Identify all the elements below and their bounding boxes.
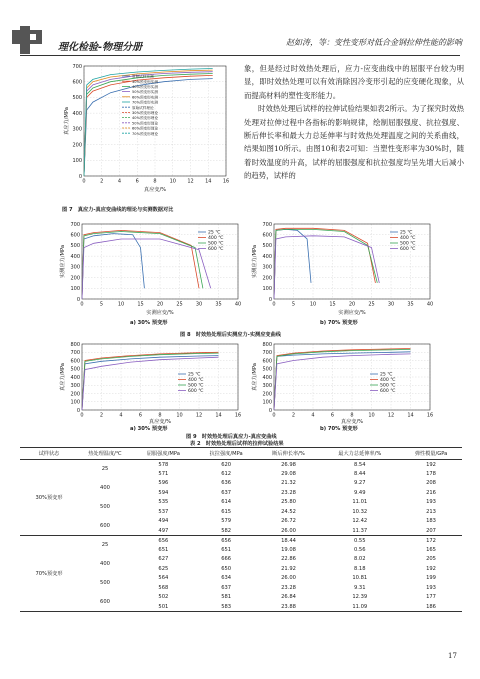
x-tick-label: 6 xyxy=(138,412,143,419)
table-cell: 178 xyxy=(426,470,436,477)
table-cell: 650 xyxy=(221,565,232,572)
table-header-cell: 弹性模量/GPa xyxy=(400,448,462,460)
x-tick-label: 0 xyxy=(80,412,84,419)
x-tick-label: 30 xyxy=(195,301,203,308)
table-cell: 656 xyxy=(158,537,169,544)
y-tick-label: 500 xyxy=(262,366,272,373)
x-axis-label: 真应变/% xyxy=(340,419,364,424)
y-tick-label: 700 xyxy=(262,350,272,357)
table-header-cell: 试样状态 xyxy=(20,448,78,460)
table-cell: 26.72 xyxy=(281,518,296,525)
y-tick-label: 600 xyxy=(262,358,272,365)
legend-label: 400 ℃ xyxy=(400,236,416,242)
table-cell: 25.80 xyxy=(281,499,296,506)
table-cell: 620 xyxy=(221,461,232,468)
table-cell: 26.00 xyxy=(258,526,320,536)
legend-label: 60%预变形实测 xyxy=(132,95,158,100)
y-tick-label: 100 xyxy=(262,286,272,293)
table-cell: 9.49 xyxy=(353,489,366,496)
y-tick-label: 800 xyxy=(262,341,272,348)
y-tick-label: 700 xyxy=(70,350,80,357)
table-cell: 165 xyxy=(426,546,436,553)
x-tick-label: 40 xyxy=(234,301,242,308)
x-tick-label: 4 xyxy=(311,412,315,419)
table-cell: 666 xyxy=(221,556,232,563)
legend-label: 400 ℃ xyxy=(208,236,224,242)
table-cell: 614 xyxy=(221,499,232,506)
table-cell: 9.27 xyxy=(353,480,366,487)
series-line xyxy=(82,234,144,299)
x-tick-label: 6 xyxy=(135,178,139,185)
y-tick-label: 100 xyxy=(72,158,82,165)
y-tick-label: 200 xyxy=(70,391,80,398)
y-tick-label: 800 xyxy=(70,341,80,348)
table-row xyxy=(20,460,462,470)
x-tick-label: 10 xyxy=(309,301,317,308)
figure-7-caption: 图 7 真应力-真应变曲线的理论与实测数据对比 xyxy=(62,207,174,213)
journal-logo-mark xyxy=(12,26,42,54)
body-paragraph: 时效热处理后试样的拉伸试验结果如表2所示。为了探究时效热处理对拉伸过程中各指标的影响规律，绘制屈服强度、抗拉强度、断后伸长率和最大力总延伸率与时效热处理温度之间的关系曲线，结果如图10所示。由图10和表2可知：当塑性变形率为30%时，随着时效温度的升高，试样的屈服强度和抗拉强度均呈先增大后减小的趋势，试样的 xyxy=(244,104,464,181)
table-cell: 193 xyxy=(426,499,436,506)
table-cell-temp: 400 xyxy=(100,485,110,491)
figure-9a-subcaption: a) 30% 预变形 xyxy=(130,426,168,432)
legend-label: 500 ℃ xyxy=(208,241,224,247)
x-tick-label: 8 xyxy=(350,412,354,419)
y-tick-label: 600 xyxy=(262,232,272,239)
table-cell: 23.28 xyxy=(281,489,296,496)
table-row xyxy=(20,574,462,584)
y-tick-label: 200 xyxy=(262,275,272,282)
table-cell: 583 xyxy=(195,602,258,612)
table-row xyxy=(20,498,462,508)
y-tick-label: 300 xyxy=(262,264,272,271)
table-cell: 193 xyxy=(426,584,436,591)
table-cell: 21.92 xyxy=(281,565,296,572)
table-cell: 497 xyxy=(132,526,195,536)
y-tick-label: 200 xyxy=(72,142,82,149)
table-cell: 0.56 xyxy=(353,546,366,553)
legend-label: 600 ℃ xyxy=(380,389,396,395)
figure-9a-chart xyxy=(58,340,244,424)
table-row xyxy=(20,536,462,546)
x-tick-label: 16 xyxy=(426,412,434,419)
x-tick-label: 5 xyxy=(99,301,104,308)
y-tick-label: 500 xyxy=(72,95,82,102)
table-cell: 192 xyxy=(426,565,436,572)
figure-9-caption: 图 9 时效热处理后真应力-真应变曲线 xyxy=(186,434,277,440)
table-cell-temp: 500 xyxy=(100,504,110,510)
legend-label: 70%预变形实测 xyxy=(132,100,158,105)
y-tick-label: 200 xyxy=(70,275,80,282)
table-cell: 207 xyxy=(400,526,462,536)
x-tick-label: 10 xyxy=(117,301,125,308)
x-tick-label: 0 xyxy=(80,301,84,308)
y-tick-label: 100 xyxy=(70,399,80,406)
table-cell: 651 xyxy=(158,546,169,553)
series-line xyxy=(82,230,199,299)
y-axis-label: 实测应力/MPa xyxy=(252,244,258,279)
figure-9b-chart xyxy=(250,340,436,424)
table-cell: 637 xyxy=(221,584,232,591)
legend-label: 60%预变形理论 xyxy=(132,126,158,131)
table-cell: 183 xyxy=(426,518,436,525)
x-axis-label: 真应变/% xyxy=(143,187,167,192)
x-tick-label: 16 xyxy=(234,412,242,419)
legend-label: 50%预变形实测 xyxy=(132,90,158,95)
table-cell: 537 xyxy=(158,508,169,515)
y-tick-label: 600 xyxy=(70,232,80,239)
table-cell: 186 xyxy=(400,602,462,612)
y-tick-label: 200 xyxy=(262,391,272,398)
x-tick-label: 8 xyxy=(158,412,162,419)
legend-label: 50%预变形理论 xyxy=(132,121,158,126)
legend-label: 30%预变形理论 xyxy=(132,111,158,115)
table-cell: 199 xyxy=(426,575,436,582)
y-tick-label: 0 xyxy=(76,407,80,414)
header-rule xyxy=(20,55,460,56)
legend-label: 25 ℃ xyxy=(380,372,393,378)
x-tick-label: 15 xyxy=(329,301,336,308)
figure-8a-chart xyxy=(58,220,244,315)
legend-label: 600 ℃ xyxy=(208,247,224,253)
y-tick-label: 300 xyxy=(72,126,82,133)
table-cell: 0.55 xyxy=(353,537,366,544)
legend-label: 600 ℃ xyxy=(188,389,204,395)
table-cell: 205 xyxy=(426,556,436,563)
journal-logo-text: 理化检验-物理分册 xyxy=(58,42,143,53)
table-cell-temp: 600 xyxy=(78,593,132,612)
x-tick-label: 6 xyxy=(330,412,335,419)
table-cell-temp: 25 xyxy=(101,542,109,549)
x-tick-label: 20 xyxy=(348,301,356,308)
x-tick-label: 15 xyxy=(137,301,144,308)
table-cell: 177 xyxy=(426,594,436,601)
y-tick-label: 500 xyxy=(70,366,80,373)
table-cell: 637 xyxy=(221,489,232,496)
table-cell: 216 xyxy=(426,489,436,496)
y-axis-label: 真应力/MPa xyxy=(60,363,66,391)
y-tick-label: 600 xyxy=(72,79,82,86)
x-tick-label: 0 xyxy=(82,178,86,185)
table-cell: 502 xyxy=(158,594,169,601)
y-tick-label: 0 xyxy=(76,296,80,303)
table-header-cell: 断后伸长率/% xyxy=(258,448,320,460)
figure-8-caption: 图 8 时效热处理后实测应力-实测应变曲线 xyxy=(180,332,281,338)
table-cell: 19.08 xyxy=(281,546,296,553)
legend-label: 25 ℃ xyxy=(208,230,221,236)
x-tick-label: 0 xyxy=(272,301,276,308)
x-tick-label: 16 xyxy=(222,178,230,185)
y-tick-label: 400 xyxy=(262,253,272,260)
y-tick-label: 0 xyxy=(268,407,272,414)
y-tick-label: 300 xyxy=(70,264,80,271)
table-cell-state: 70%预变形 xyxy=(20,536,78,612)
x-tick-label: 12 xyxy=(187,178,194,185)
table-cell: 11.09 xyxy=(320,602,401,612)
table-cell: 579 xyxy=(221,518,232,525)
table-cell: 18.44 xyxy=(281,537,296,544)
table-cell-temp: 400 xyxy=(100,561,110,567)
table-cell: 213 xyxy=(426,508,436,515)
table-cell-temp: 25 xyxy=(101,466,109,473)
table-cell: 8.02 xyxy=(353,556,366,563)
table-cell: 10.81 xyxy=(352,575,368,582)
y-axis-label: 真应力/MPa xyxy=(64,107,70,135)
page-number: 17 xyxy=(448,652,457,660)
table-cell: 501 xyxy=(132,602,195,612)
figure-8b-chart xyxy=(250,220,436,315)
legend-label: 500 ℃ xyxy=(380,383,396,389)
legend-label: 25 ℃ xyxy=(400,230,413,236)
table-cell: 581 xyxy=(221,594,232,601)
legend-label: 40%预变形理论 xyxy=(132,116,158,121)
table-header-cell: 屈服强度/MPa xyxy=(132,448,195,460)
x-tick-label: 8 xyxy=(153,178,157,185)
table-cell: 594 xyxy=(158,489,169,496)
y-tick-label: 400 xyxy=(72,110,82,117)
table-cell: 568 xyxy=(158,584,169,591)
body-text xyxy=(244,62,464,183)
table-cell: 651 xyxy=(221,546,232,553)
figure-8b-subcaption: b) 70% 预变形 xyxy=(320,320,358,326)
y-axis-label: 真应力/MPa xyxy=(252,363,258,391)
y-tick-label: 500 xyxy=(262,243,272,250)
table-cell: 12.42 xyxy=(352,518,368,525)
y-tick-label: 700 xyxy=(262,221,272,228)
y-tick-label: 100 xyxy=(70,286,80,293)
table-cell-temp: 600 xyxy=(78,517,132,536)
table-cell: 582 xyxy=(195,526,258,536)
x-tick-label: 2 xyxy=(291,412,296,419)
table-cell: 24.52 xyxy=(281,508,296,515)
y-tick-label: 0 xyxy=(78,173,82,180)
table-cell: 656 xyxy=(221,537,232,544)
table-cell: 8.18 xyxy=(353,565,366,572)
legend-label: 原始试样理论 xyxy=(132,105,154,110)
legend-label: 70%预变形理论 xyxy=(132,131,158,136)
table-cell: 172 xyxy=(426,537,436,544)
figure-8a-subcaption: a) 30% 预变形 xyxy=(130,320,168,326)
table-2 xyxy=(20,447,462,612)
table-row xyxy=(20,517,462,527)
x-tick-label: 0 xyxy=(272,412,276,419)
y-axis-label: 实测应力/MPa xyxy=(60,244,66,279)
table-cell: 22.86 xyxy=(281,556,296,563)
legend-label: 40%预变形实测 xyxy=(132,85,158,89)
table-cell: 10.32 xyxy=(352,508,368,515)
y-tick-label: 700 xyxy=(72,63,82,70)
y-tick-label: 400 xyxy=(70,374,80,381)
x-tick-label: 14 xyxy=(205,178,212,185)
x-axis-label: 真应变/% xyxy=(148,419,172,424)
x-tick-label: 10 xyxy=(176,412,183,419)
y-tick-label: 300 xyxy=(262,383,272,390)
x-axis-label: 实测应变/% xyxy=(146,310,174,315)
table-header-cell: 热处理温度/℃ xyxy=(78,448,132,460)
table-cell: 564 xyxy=(158,575,169,582)
table-cell: 634 xyxy=(221,575,232,582)
y-tick-label: 600 xyxy=(70,358,80,365)
x-tick-label: 12 xyxy=(195,412,203,419)
body-paragraph: 象，但是经过时效热处理后，应力-应变曲线中的屈服平台较为明显，即时效热处理可以有效消除因冷变形引起的应变硬化现象，从而提高材料的塑性变形能力。 xyxy=(244,64,464,100)
legend-label: 25 ℃ xyxy=(188,372,201,378)
x-tick-label: 40 xyxy=(426,301,434,308)
table-cell: 535 xyxy=(158,499,169,506)
y-tick-label: 300 xyxy=(70,383,80,390)
x-tick-label: 10 xyxy=(169,178,176,185)
x-tick-label: 2 xyxy=(100,178,104,185)
table-cell: 612 xyxy=(221,470,232,477)
x-tick-label: 25 xyxy=(368,301,375,308)
legend-label: 30%预变形实测 xyxy=(132,79,158,84)
legend-label: 400 ℃ xyxy=(188,378,204,384)
y-tick-label: 0 xyxy=(268,296,272,303)
legend-label: 500 ℃ xyxy=(400,241,416,247)
x-tick-label: 4 xyxy=(119,412,123,419)
x-tick-label: 14 xyxy=(215,412,222,419)
legend-label: 原始试样实测 xyxy=(132,74,154,79)
table-cell: 636 xyxy=(221,480,232,487)
x-tick-label: 30 xyxy=(387,301,395,308)
table-cell: 12.39 xyxy=(352,594,368,601)
figure-9b-subcaption: b) 70% 预变形 xyxy=(320,426,358,432)
x-tick-label: 25 xyxy=(176,301,183,308)
y-tick-label: 100 xyxy=(262,399,272,406)
y-tick-label: 700 xyxy=(70,221,80,228)
table-cell: 21.32 xyxy=(281,480,296,487)
table-cell: 11.01 xyxy=(352,499,368,506)
x-axis-label: 实测应变/% xyxy=(338,310,366,315)
y-tick-label: 500 xyxy=(70,243,80,250)
table-cell: 208 xyxy=(426,480,436,487)
table-header-cell: 抗拉强度/MPa xyxy=(195,448,258,460)
table-cell: 625 xyxy=(158,565,169,572)
table-cell: 627 xyxy=(158,556,169,563)
table-header-cell: 最大力总延伸率/% xyxy=(320,448,401,460)
x-tick-label: 14 xyxy=(407,412,414,419)
figure-7-chart xyxy=(62,62,232,192)
x-tick-label: 4 xyxy=(117,178,122,185)
table-cell: 9.31 xyxy=(353,584,366,591)
x-tick-label: 2 xyxy=(99,412,104,419)
y-tick-label: 400 xyxy=(262,374,272,381)
table-cell: 26.84 xyxy=(281,594,296,601)
x-tick-label: 5 xyxy=(291,301,296,308)
x-tick-label: 10 xyxy=(368,412,375,419)
table-cell: 596 xyxy=(158,480,169,487)
table-row xyxy=(20,593,462,603)
table-cell: 571 xyxy=(158,470,169,477)
y-tick-label: 400 xyxy=(70,253,80,260)
table-cell: 8.54 xyxy=(353,461,366,468)
table-cell-temp: 500 xyxy=(100,580,110,586)
table-cell: 8.44 xyxy=(353,470,366,477)
table-cell: 11.37 xyxy=(320,526,401,536)
table-cell: 615 xyxy=(221,508,232,515)
legend-label: 600 ℃ xyxy=(400,247,416,253)
table-cell: 23.88 xyxy=(258,602,320,612)
legend-label: 400 ℃ xyxy=(380,378,396,384)
x-tick-label: 20 xyxy=(156,301,164,308)
table-cell-state: 30%预变形 xyxy=(20,460,78,536)
table-cell: 192 xyxy=(426,461,436,468)
table-header-row xyxy=(20,448,462,460)
table-cell: 23.28 xyxy=(281,584,296,591)
series-line xyxy=(274,229,311,299)
table-cell: 26.98 xyxy=(281,461,296,468)
legend-label: 500 ℃ xyxy=(188,383,204,389)
table-cell: 26.00 xyxy=(281,575,296,582)
running-title: 赵如涛，等：变性变形对低合金钢拉伸性能的影响 xyxy=(286,38,462,47)
table-row xyxy=(20,479,462,489)
table-cell: 578 xyxy=(158,461,169,468)
table-cell: 494 xyxy=(158,518,169,525)
table-2-caption: 表 2 时效热处理后试样的拉伸试验结果 xyxy=(190,441,284,447)
table-row xyxy=(20,555,462,565)
table-cell: 29.08 xyxy=(281,470,296,477)
x-tick-label: 35 xyxy=(407,301,414,308)
x-tick-label: 35 xyxy=(215,301,222,308)
x-tick-label: 12 xyxy=(387,412,395,419)
